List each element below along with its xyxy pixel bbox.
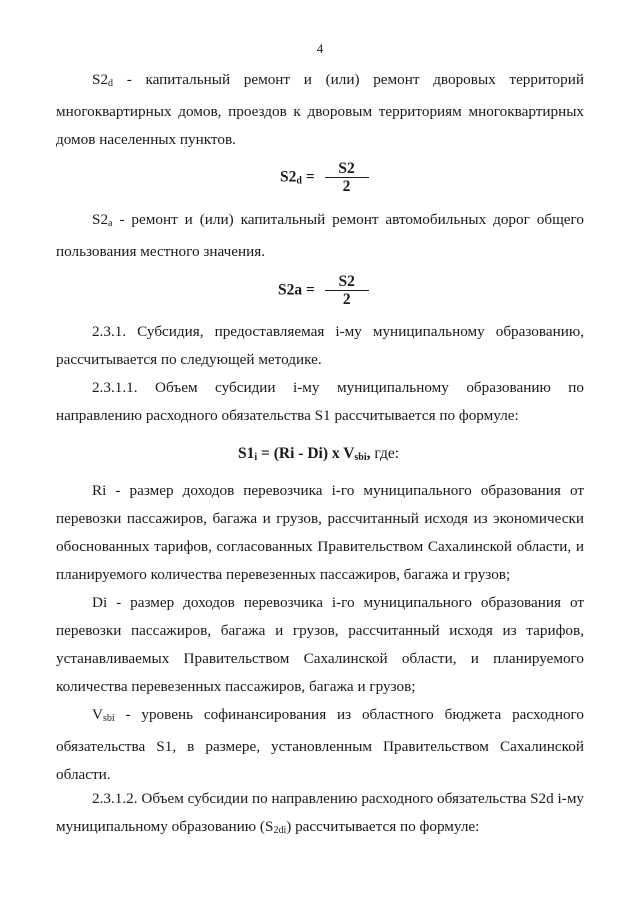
s2d-var: S2 — [92, 71, 109, 88]
paragraph-2-3-1-2 — [56, 785, 584, 845]
formula-s1 — [238, 445, 399, 463]
di-line-2: перевозки пассажиров, багажа и грузов, рассчитанный исходя из тарифов, — [56, 622, 584, 639]
s2a-text-1: - ремонт и (или) капитальный ремонт автомобильных дорог общего — [119, 211, 584, 228]
vsbi-text-1: - уровень софинансирования из областного бюджета расходного — [125, 706, 585, 723]
vsbi-line-1 — [56, 701, 584, 733]
s2d-line-3: домов населенных пунктов. — [56, 131, 236, 148]
p2312-line-1: 2.3.1.2. Объем субсидии по направлению расходного обязательства S2d i-му — [92, 790, 585, 807]
formula-s2a-fraction — [325, 273, 369, 309]
s2a-sub: a — [108, 218, 113, 229]
formula-s2d-lhs: S2 — [280, 168, 297, 186]
ri-line-4: планируемого количества перевезенных пассажиров, багажа и грузов; — [56, 566, 511, 583]
p231-line-1: 2.3.1. Субсидия, предоставляемая i-му муниципальному образованию, — [92, 323, 584, 340]
formula-s1-lhs-sub: i — [254, 452, 258, 463]
paragraph-2-3-1-1 — [56, 374, 584, 430]
formula-s1-tail: где: — [374, 445, 400, 462]
s2a-line-1 — [56, 206, 584, 238]
formula-s1-eq: = — [261, 445, 270, 462]
formula-s2d-fraction — [325, 160, 369, 196]
s2d-line-1 — [56, 66, 584, 98]
ri-definition — [56, 477, 584, 589]
di-line-4: количества перевезенных пассажиров, багажа и грузов; — [56, 678, 416, 695]
s2d-line-2: многоквартирных домов, проездов к дворовым территориям многоквартирных — [56, 103, 584, 120]
vsbi-line-3: области. — [56, 766, 111, 783]
formula-s1-lhs: S1 — [238, 445, 255, 462]
formula-s1-comma: , — [366, 445, 371, 462]
formula-s2a-numerator: S2 — [338, 273, 355, 290]
formula-s2a-eq: = — [306, 281, 315, 299]
formula-s2d-eq: = — [305, 168, 315, 186]
s2a-var: S2 — [92, 211, 109, 228]
formula-s2a — [278, 273, 369, 309]
di-definition — [56, 589, 584, 701]
formula-s2a-denominator: 2 — [342, 291, 351, 308]
page-number: 4 — [316, 41, 324, 56]
paragraph-2-3-1 — [56, 318, 584, 374]
p2311-line-2: направлению расходного обязательства S1 рассчитывается по формуле: — [56, 407, 519, 424]
s2d-sub: d — [108, 78, 114, 89]
vsbi-sub: sbi — [102, 713, 115, 724]
formula-s2a-lhs: S2a — [278, 281, 303, 299]
vsbi-definition — [56, 701, 584, 789]
formula-s2d-sub: d — [296, 175, 302, 187]
s2a-definition — [56, 206, 584, 266]
s2a-line-2: пользования местного значения. — [56, 243, 266, 260]
ri-line-1: Ri - размер доходов перевозчика i-го муниципального образования от — [92, 482, 584, 499]
p2312-line-2 — [56, 813, 584, 845]
p2311-line-1: 2.3.1.1. Объем субсидии i-му муниципальному образованию по — [92, 379, 584, 396]
vsbi-var: V — [92, 706, 103, 723]
ri-line-2: перевозки пассажиров, багажа и грузов, рассчитанный исходя из экономически — [56, 510, 584, 527]
formula-s1-v-sub: sbi — [354, 452, 367, 463]
s2d-definition — [56, 66, 584, 154]
p2312-text-pre: муниципальному образованию (S — [56, 818, 274, 835]
formula-s2d — [280, 160, 369, 196]
formula-s2d-denominator: 2 — [342, 178, 351, 195]
p231-line-2: рассчитывается по следующей методике. — [56, 351, 322, 368]
formula-s2d-numerator: S2 — [338, 160, 355, 177]
s2d-text-1: - капитальный ремонт и (или) ремонт дворовых территорий — [126, 71, 584, 88]
vsbi-line-2: обязательства S1, в размере, установленным Правительством Сахалинской — [56, 738, 584, 755]
formula-s1-body: (Ri - Di) x V — [273, 445, 355, 462]
p2312-text-post: ) рассчитывается по формуле: — [286, 818, 480, 835]
di-line-1: Di - размер доходов перевозчика i-го муниципального образования от — [92, 594, 584, 611]
ri-line-3: обоснованных тарифов, согласованных Правительством Сахалинской области, и — [56, 538, 584, 555]
p2312-sub: 2di — [273, 825, 287, 836]
di-line-3: устанавливаемых Правительством Сахалинской области, и планируемого — [56, 650, 584, 667]
